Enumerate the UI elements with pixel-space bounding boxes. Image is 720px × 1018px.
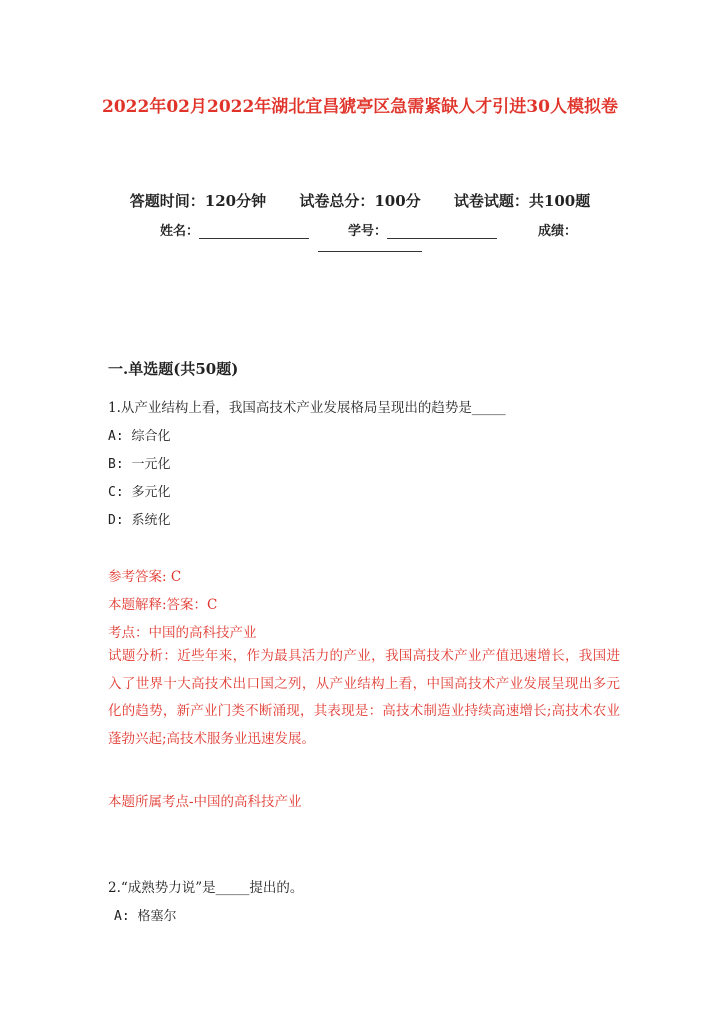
id-label: 学号： (348, 224, 388, 239)
question-1-analysis: 试题分析：近些年来，作为最具活力的产业，我国高技术产业产值迅速增长，我国进入了世界十大高技术出口国之列，从产业结构上看，中国高技术产业发展呈现出多元化的趋势，新产业门类不断涌现，其表现是：高技术制造业持续高速增长;高技术农业蓬勃兴起;高技术服务业迅速发展。 (108, 648, 620, 747)
name-blank[interactable] (199, 225, 309, 239)
question-1-answer: 参考答案: C (108, 569, 182, 585)
question-1-explanation: 本题解释:答案：C (108, 597, 218, 613)
section-heading: 一.单选题(共50题) (108, 360, 239, 378)
question-1-option-c[interactable]: C: 多元化 (108, 485, 171, 500)
question-1-stem: 1.从产业结构上看，我国高技术产业发展格局呈现出的趋势是_____ (108, 400, 506, 416)
id-field[interactable] (348, 220, 497, 239)
page-title: 2022年02月2022年湖北宜昌猇亭区急需紧缺人才引进30人模拟卷 (102, 97, 618, 117)
name-field[interactable] (160, 220, 309, 239)
question-1-point: 考点：中国的高科技产业 (108, 625, 257, 641)
exam-meta (0, 190, 720, 211)
question-2-option-a[interactable]: A: 格塞尔 (114, 909, 177, 924)
score-field[interactable] (538, 220, 577, 239)
id-blank[interactable] (387, 225, 497, 239)
exam-total-score: 试卷总分：100分 (299, 192, 421, 210)
question-1-option-b[interactable]: B: 一元化 (108, 457, 171, 472)
score-label: 成绩： (538, 224, 578, 239)
question-1-belongs: 本题所属考点-中国的高科技产业 (108, 794, 302, 810)
exam-time: 答题时间：120分钟 (129, 192, 267, 210)
name-label: 姓名： (160, 224, 200, 239)
score-blank[interactable] (318, 251, 422, 252)
question-1-option-a[interactable]: A: 综合化 (108, 429, 171, 444)
question-2-stem: 2.“成熟势力说”是_____提出的。 (108, 880, 304, 896)
exam-question-count: 试卷试题：共100题 (453, 192, 591, 210)
question-1-option-d[interactable]: D: 系统化 (108, 513, 171, 528)
